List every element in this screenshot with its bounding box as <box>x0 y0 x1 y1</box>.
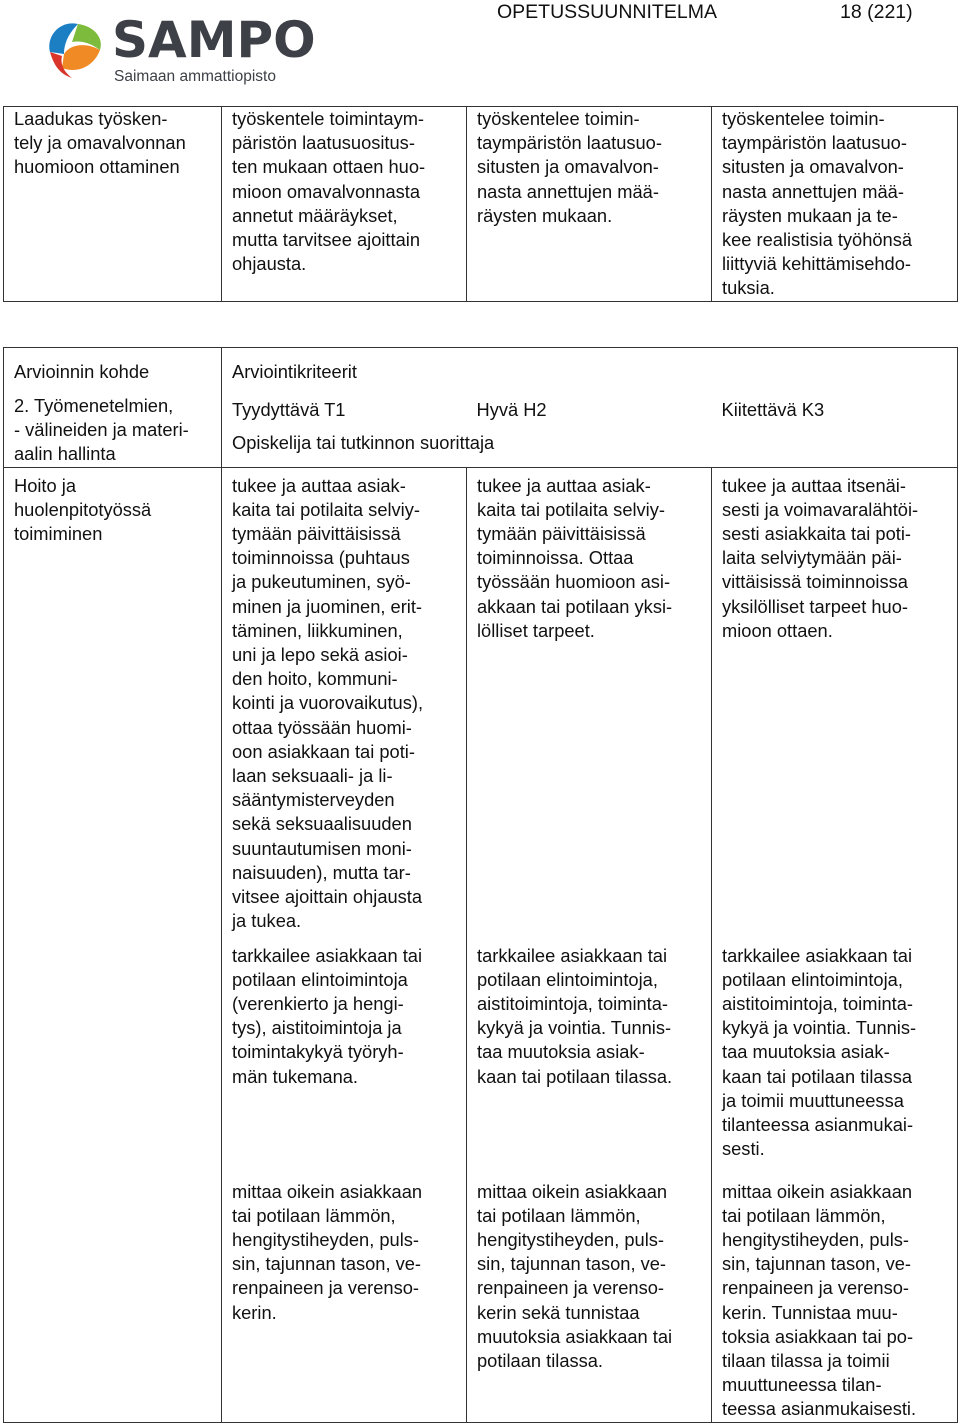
subheader <box>222 427 958 467</box>
assessment-target <box>4 467 222 1422</box>
cell-text: Hoito ja huolenpitotyössä toimiminen <box>14 474 152 545</box>
cell-text: Tyydyttävä T1 <box>232 399 346 420</box>
table-cell <box>222 942 467 1164</box>
cell-text: tarkkailee asiakkaan tai potilaan elintoimintoja, aistitoimintoja, toiminta- kykyä ja vointia. Tunnis- taa muutoksia asiak- kaan tai potilaan tilassa. <box>477 944 673 1087</box>
table-cell <box>467 942 712 1164</box>
cell-text: 2. Työmenetelmien, - välineiden ja materi- aalin hallinta <box>14 395 189 465</box>
cell-text: Arvioinnin kohde <box>14 361 150 382</box>
table-cell <box>712 107 958 302</box>
table-cell <box>222 107 467 302</box>
cell-text: mittaa oikein asiakkaan tai potilaan lämmön, hengitystiheyden, puls- sin, tajunnan tason, ve- renpaineen ja verenso- kerin sekä tunnistaa muutoksia asiakkaan tai potilaan tilassa. <box>477 1180 673 1372</box>
cell-text: tukee ja auttaa itsenäi- sesti ja voimavaralähtöi- sesti asiakkaita tai poti- laita selviytymään päi- vittäisissä toiminnoissa yksilölliset tarpeet huo- mioon ottaen. <box>722 474 919 641</box>
logo-subline: Saimaan ammattiopisto <box>114 68 276 85</box>
column-header-target <box>4 348 222 389</box>
cell-text: Opiskelija tai tutkinnon suorittaja <box>232 432 495 454</box>
table-cell <box>222 1164 467 1423</box>
cell-text: tukee ja auttaa asiak- kaita tai potilaita selviy- tymään päivittäisissä toiminnoissa (puhtaus ja pukeutuminen, syö- minen ja juominen, erit- täminen, liikkuminen, uni ja lepo sekä asioi- den hoito, kommuni- kointi ja vuorovaikutus), ottaa työssään huomi- oon asiakkaan tai poti- laan seksuaali- ja li- sääntymisterveyden sekä seksuaalisuuden suuntautumisen moni- naisuuden), mutta tar- vitsee ajoittain ohjausta ja tukea. <box>232 474 424 932</box>
cell-text: työskentelee toimin- taympäristön laatusuo- situsten ja omavalvon- nasta annettujen mää- räysten mukaan. <box>477 108 662 226</box>
table-cell <box>467 1164 712 1423</box>
cell-text: Kiitettävä K3 <box>721 399 825 420</box>
cell-text: mittaa oikein asiakkaan tai potilaan lämmön, hengitystiheyden, puls- sin, tajunnan tason, ve- renpaineen ja verenso- kerin. <box>232 1180 423 1323</box>
cell-text: tarkkailee asiakkaan tai potilaan elintoimintoja, aistitoimintoja, toiminta- kykyä ja vointia. Tunnis- taa muutoksia asiak- kaan tai potilaan tilassa ja toimii muuttuneessa tilanteessa asianmukai- sesti. <box>722 944 917 1160</box>
level-label-k3 <box>712 388 958 427</box>
cell-text: mittaa oikein asiakkaan tai potilaan lämmön, hengitystiheyden, puls- sin, tajunnan tason, ve- renpaineen ja verenso- kerin. Tunnistaa muu- toksia asiakkaan tai po- tilaan tilassa ja toimii muuttuneessa tilan- teessa asianmukaisesti. <box>722 1180 917 1420</box>
cell-text: tukee ja auttaa asiak- kaita tai potilaita selviy- tymään päivittäisissä toiminnoissa. Ottaa työssään huomioon asi- akkaan tai potilaan yksi- lölliset tarpeet. <box>477 474 673 641</box>
sampo-logo <box>42 11 316 94</box>
table-cell <box>222 467 467 942</box>
document-title: OPETUSSUUNNITELMA <box>497 1 717 23</box>
table-cell <box>467 467 712 942</box>
column-header-criteria <box>222 348 958 389</box>
table-cell <box>4 107 222 302</box>
table-row <box>4 107 958 302</box>
cell-text: Arviointikriteerit <box>232 361 357 382</box>
table-row <box>4 388 958 427</box>
cell-text: Hyvä H2 <box>476 399 547 420</box>
level-label-h2 <box>467 388 712 427</box>
criteria-table-main <box>3 347 958 1423</box>
cell-text: työskentele toimintaym- päristön laatusuositus- ten mukaan ottaen huo- mioon omavalvonnasta annetut määräykset, mutta tarvitsee ajoittain ohjausta. <box>232 108 426 275</box>
table-cell <box>467 107 712 302</box>
page-number: 18 (221) <box>840 1 913 23</box>
logo-mark-icon <box>42 14 112 86</box>
level-label-t1 <box>222 388 467 427</box>
cell-text: tarkkailee asiakkaan tai potilaan elintoimintoja (verenkierto ja hengi- tys), aistitoimintoja ja toimintakykyä työryh- män tukemana. <box>232 944 423 1087</box>
table-cell <box>712 942 958 1164</box>
table-row <box>4 467 958 942</box>
cell-text: Laadukas työsken- tely ja omavalvonnan huomioon ottaminen <box>14 108 186 178</box>
criteria-table-top <box>3 106 958 302</box>
cell-text: työskentelee toimin- taympäristön laatusuo- situsten ja omavalvon- nasta annettujen mää- räysten mukaan ja te- kee realistisia työhönsä liittyviä kehittämisehdo- tuksia. <box>722 108 913 299</box>
section-title <box>4 388 222 467</box>
table-header-row <box>4 348 958 389</box>
table-cell <box>712 1164 958 1423</box>
table-cell <box>712 467 958 942</box>
logo-wordmark: SAMPO <box>112 11 316 69</box>
